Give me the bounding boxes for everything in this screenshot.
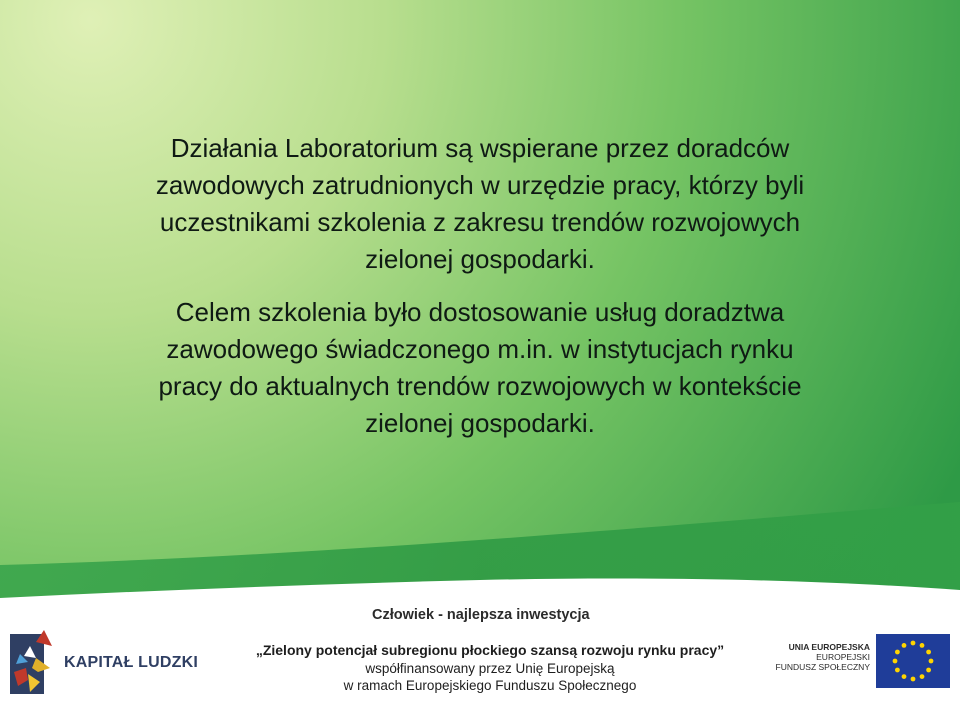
kapital-ludzki-text: KAPITAŁ LUDZKI — [64, 654, 199, 671]
paragraph-2-line-1: Celem szkolenia było dostosowanie usług doradztwa — [175, 297, 785, 327]
paragraph-1 — [60, 130, 900, 278]
eu-logo-line-3: FUNDUSZ SPOŁECZNY — [775, 662, 870, 672]
footer — [0, 592, 960, 720]
fund-text: w ramach Europejskiego Funduszu Społecznego — [343, 678, 637, 693]
eu-logo-line-1: UNIA EUROPEJSKA — [788, 642, 870, 652]
paragraph-2-line-2: zawodowego świadczonego m.in. w instytucjach rynku — [166, 334, 794, 364]
paragraph-1-line-1: Działania Laboratorium są wspierane przez doradców — [170, 133, 790, 163]
paragraph-1-line-4: zielonej gospodarki. — [365, 244, 595, 274]
paragraph-2-line-3: pracy do aktualnych trendów rozwojowych w kontekście — [158, 371, 802, 401]
project-title: „Zielony potencjał subregionu płockiego szansą rozwoju rynku pracy” — [255, 642, 725, 658]
eu-logo-line-2: EUROPEJSKI — [816, 652, 870, 662]
paragraph-2 — [60, 294, 900, 442]
eu-logo-text — [752, 642, 870, 672]
paragraph-2-line-4: zielonej gospodarki. — [365, 408, 595, 438]
cofinancing-text: współfinansowany przez Unię Europejską — [365, 661, 615, 676]
paragraph-1-line-3: uczestnikami szkolenia z zakresu trendów rozwojowych — [159, 207, 801, 237]
footer-motto: Człowiek - najlepsza inwestycja — [372, 607, 590, 623]
paragraph-1-line-2: zawodowych zatrudnionych w urzędzie pracy, którzy byli — [155, 170, 805, 200]
kapital-ludzki-logo-icon — [6, 628, 60, 700]
eu-flag-icon — [876, 634, 950, 688]
kapital-ludzki-logo — [6, 628, 206, 700]
